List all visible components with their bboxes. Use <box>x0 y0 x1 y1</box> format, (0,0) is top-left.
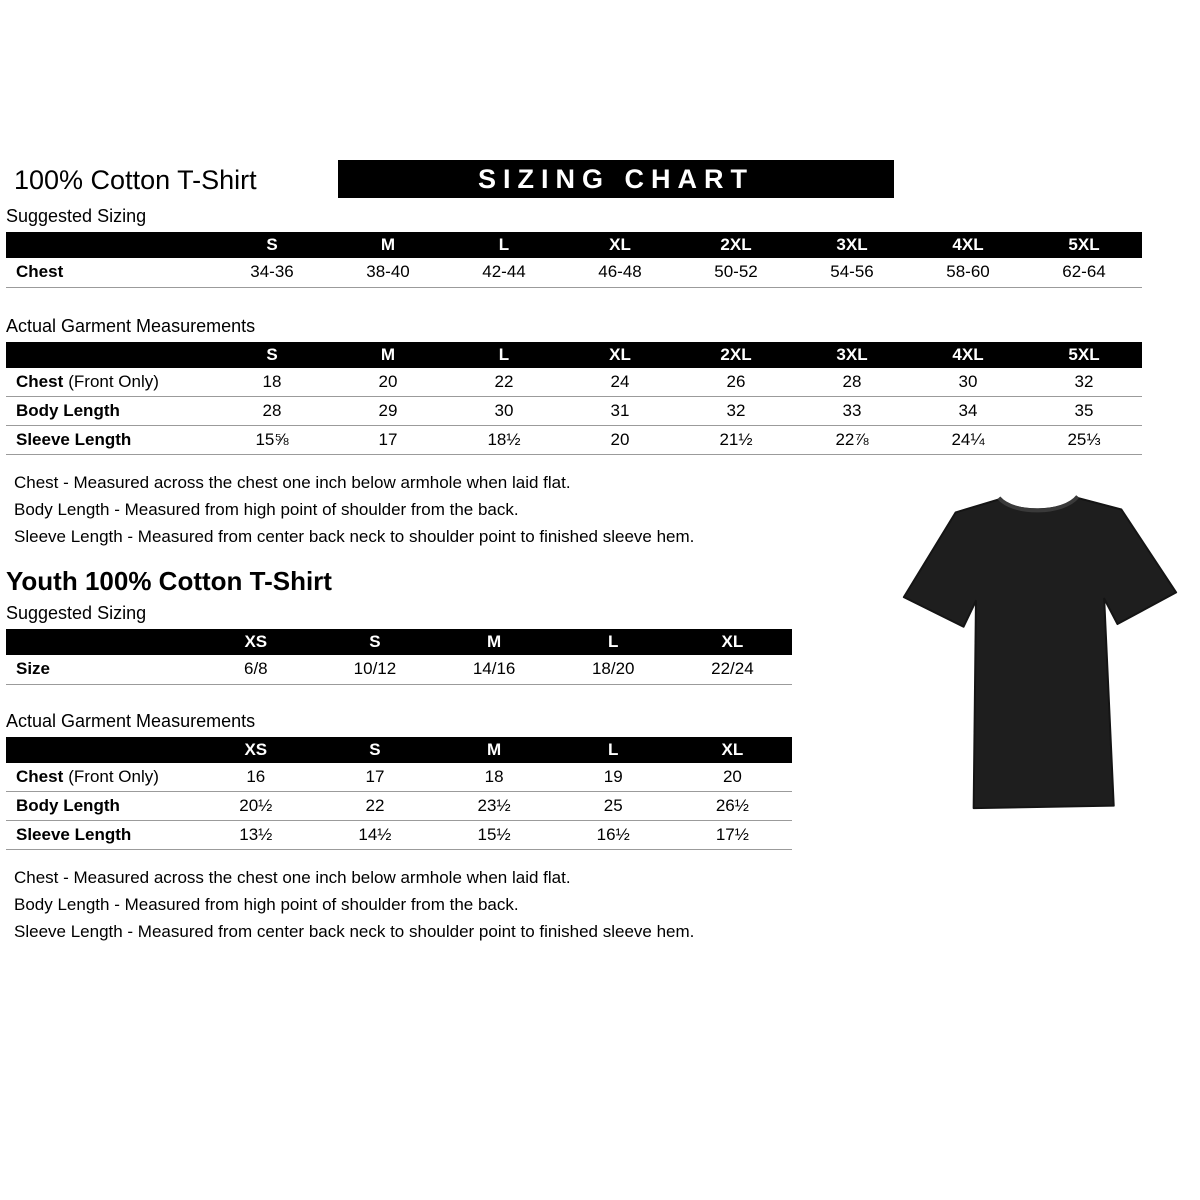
table-header-row <box>6 342 1142 368</box>
size-value-cell: 24 <box>562 368 678 397</box>
size-value-cell: 19 <box>554 763 673 792</box>
size-value-cell: 20 <box>330 368 446 397</box>
size-value-cell: 50-52 <box>678 258 794 287</box>
size-value-cell: 30 <box>446 397 562 426</box>
youth-suggested-table <box>6 629 792 685</box>
size-column-header: L <box>446 342 562 368</box>
table-row <box>6 368 1142 397</box>
size-column-header: XS <box>196 737 315 763</box>
header-spacer <box>6 629 196 655</box>
size-column-header: M <box>435 737 554 763</box>
row-label-text: Chest <box>16 766 64 786</box>
size-value-cell: 18/20 <box>554 655 673 684</box>
table-row <box>6 821 792 850</box>
sizing-chart-banner: SIZING CHART <box>338 160 894 198</box>
size-value-cell: 16 <box>196 763 315 792</box>
size-column-header: 4XL <box>910 232 1026 258</box>
row-label-suffix: (Front Only) <box>68 766 159 786</box>
note-body-length: Body Length - Measured from high point of shoulder from the back. <box>14 500 519 519</box>
size-value-cell: 20½ <box>196 792 315 821</box>
table-header-row <box>6 629 792 655</box>
size-column-header: L <box>554 737 673 763</box>
size-column-header: L <box>446 232 562 258</box>
size-column-header: XL <box>562 342 678 368</box>
youth-suggested-sizing-label: Suggested Sizing <box>6 603 147 623</box>
black-tshirt-icon <box>890 475 1192 830</box>
tshirt-product-image <box>893 478 1189 828</box>
size-column-header: L <box>554 629 673 655</box>
header-spacer <box>6 342 214 368</box>
size-column-header: XS <box>196 629 315 655</box>
note-sleeve-length: Sleeve Length - Measured from center back neck to shoulder point to finished sleeve hem. <box>14 922 695 941</box>
youth-actual-measurements-label: Actual Garment Measurements <box>6 710 256 731</box>
size-column-header: 4XL <box>910 342 1026 368</box>
table-row <box>6 397 1142 426</box>
size-value-cell: 54-56 <box>794 258 910 287</box>
size-value-cell: 58-60 <box>910 258 1026 287</box>
size-column-header: M <box>435 629 554 655</box>
size-column-header: 2XL <box>678 232 794 258</box>
size-column-header: XL <box>673 629 792 655</box>
size-value-cell: 62-64 <box>1026 258 1142 287</box>
size-column-header: XL <box>562 232 678 258</box>
size-value-cell: 31 <box>562 397 678 426</box>
size-column-header: 5XL <box>1026 232 1142 258</box>
size-value-cell: 46-48 <box>562 258 678 287</box>
row-label: Body Length <box>6 792 196 821</box>
size-column-header: XL <box>673 737 792 763</box>
note-chest: Chest - Measured across the chest one inch below armhole when laid flat. <box>14 868 571 887</box>
size-value-cell: 14½ <box>315 821 434 850</box>
size-column-header: S <box>214 232 330 258</box>
size-value-cell: 15⅝ <box>214 426 330 455</box>
row-label <box>6 368 214 397</box>
size-value-cell: 30 <box>910 368 1026 397</box>
size-value-cell: 32 <box>1026 368 1142 397</box>
size-column-header: M <box>330 232 446 258</box>
size-value-cell: 20 <box>673 763 792 792</box>
size-value-cell: 42-44 <box>446 258 562 287</box>
size-value-cell: 17 <box>330 426 446 455</box>
table-header-row <box>6 232 1142 258</box>
size-value-cell: 34-36 <box>214 258 330 287</box>
size-value-cell: 18½ <box>446 426 562 455</box>
page-title: 100% Cotton T-Shirt <box>14 165 257 195</box>
note-chest: Chest - Measured across the chest one inch below armhole when laid flat. <box>14 473 571 492</box>
table-row <box>6 763 792 792</box>
note-body-length: Body Length - Measured from high point of shoulder from the back. <box>14 895 519 914</box>
size-value-cell: 17 <box>315 763 434 792</box>
row-label <box>6 763 196 792</box>
size-value-cell: 10/12 <box>315 655 434 684</box>
size-column-header: 2XL <box>678 342 794 368</box>
size-value-cell: 26 <box>678 368 794 397</box>
size-column-header: 5XL <box>1026 342 1142 368</box>
youth-actual-table <box>6 737 792 851</box>
size-value-cell: 18 <box>435 763 554 792</box>
size-value-cell: 28 <box>794 368 910 397</box>
size-value-cell: 6/8 <box>196 655 315 684</box>
adult-suggested-sizing-label: Suggested Sizing <box>6 206 147 226</box>
table-row <box>6 258 1142 287</box>
youth-section-title: Youth 100% Cotton T-Shirt <box>6 566 332 596</box>
size-value-cell: 15½ <box>435 821 554 850</box>
size-value-cell: 24¼ <box>910 426 1026 455</box>
row-label: Chest <box>6 258 214 287</box>
size-value-cell: 22 <box>315 792 434 821</box>
youth-measurement-notes <box>6 864 1146 945</box>
adult-actual-table <box>6 342 1142 456</box>
size-value-cell: 29 <box>330 397 446 426</box>
size-column-header: 3XL <box>794 232 910 258</box>
size-value-cell: 35 <box>1026 397 1142 426</box>
table-header-row <box>6 737 792 763</box>
header-spacer <box>6 232 214 258</box>
row-label: Body Length <box>6 397 214 426</box>
size-value-cell: 25⅓ <box>1026 426 1142 455</box>
size-value-cell: 22/24 <box>673 655 792 684</box>
size-value-cell: 22 <box>446 368 562 397</box>
size-column-header: S <box>315 737 434 763</box>
adult-suggested-table <box>6 232 1142 288</box>
header-bar <box>6 160 1146 200</box>
row-label: Sleeve Length <box>6 821 196 850</box>
size-value-cell: 17½ <box>673 821 792 850</box>
size-value-cell: 34 <box>910 397 1026 426</box>
size-value-cell: 23½ <box>435 792 554 821</box>
size-value-cell: 28 <box>214 397 330 426</box>
size-value-cell: 20 <box>562 426 678 455</box>
adult-actual-measurements-label: Actual Garment Measurements <box>6 315 256 336</box>
header-spacer <box>6 737 196 763</box>
row-label-suffix: (Front Only) <box>68 371 159 391</box>
table-row <box>6 655 792 684</box>
row-label: Sleeve Length <box>6 426 214 455</box>
size-column-header: S <box>214 342 330 368</box>
size-column-header: S <box>315 629 434 655</box>
table-row <box>6 426 1142 455</box>
size-value-cell: 38-40 <box>330 258 446 287</box>
size-value-cell: 22⅞ <box>794 426 910 455</box>
size-column-header: M <box>330 342 446 368</box>
row-label-text: Chest <box>16 371 64 391</box>
size-value-cell: 25 <box>554 792 673 821</box>
size-value-cell: 14/16 <box>435 655 554 684</box>
note-sleeve-length: Sleeve Length - Measured from center back neck to shoulder point to finished sleeve hem. <box>14 527 695 546</box>
size-column-header: 3XL <box>794 342 910 368</box>
size-value-cell: 26½ <box>673 792 792 821</box>
size-value-cell: 13½ <box>196 821 315 850</box>
size-value-cell: 32 <box>678 397 794 426</box>
row-label: Size <box>6 655 196 684</box>
size-value-cell: 16½ <box>554 821 673 850</box>
size-value-cell: 18 <box>214 368 330 397</box>
size-value-cell: 33 <box>794 397 910 426</box>
table-row <box>6 792 792 821</box>
size-value-cell: 21½ <box>678 426 794 455</box>
